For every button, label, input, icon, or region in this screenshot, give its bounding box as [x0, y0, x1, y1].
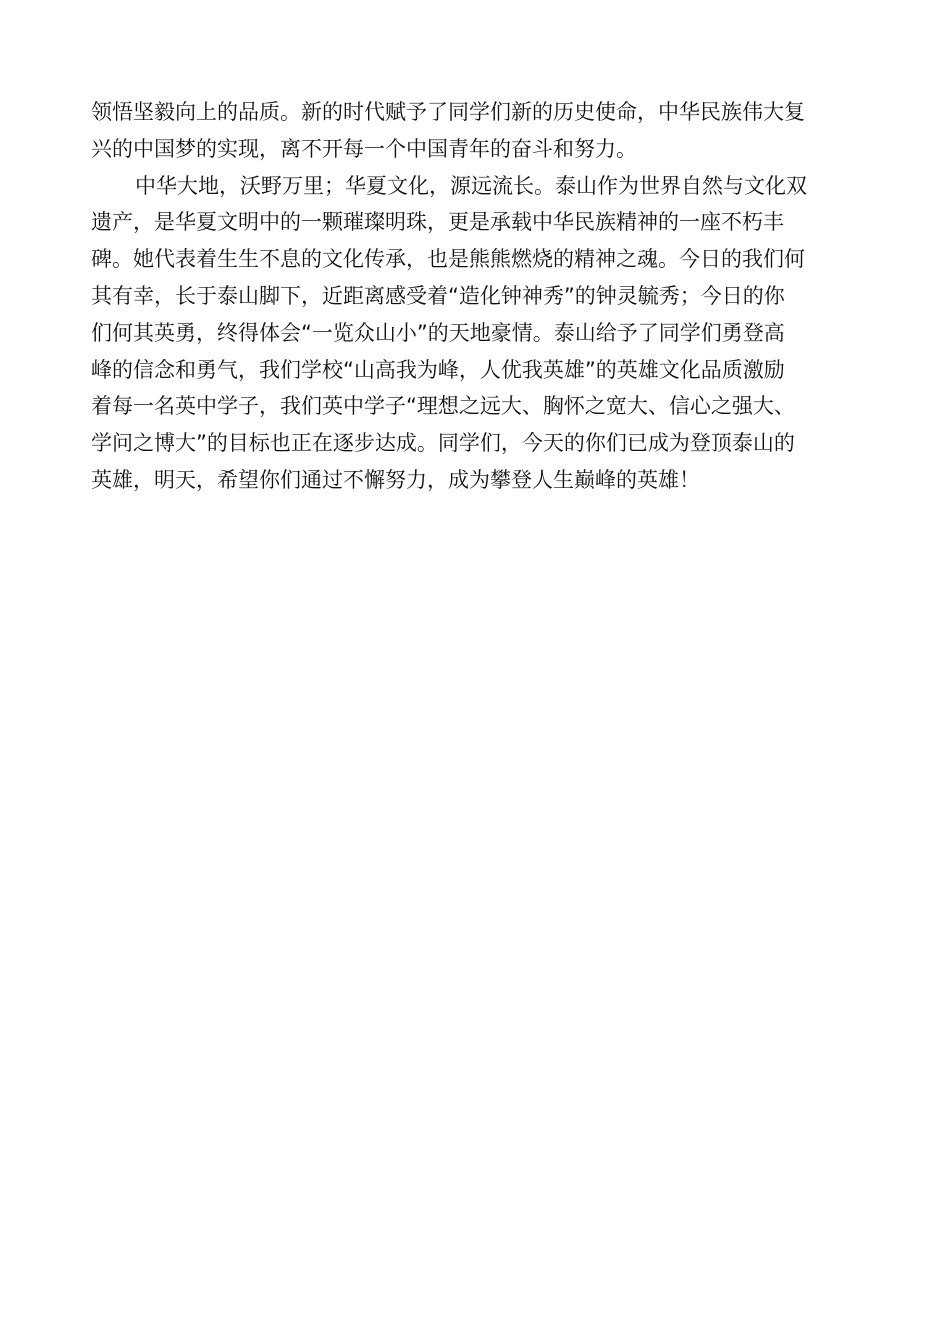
text-line: 兴的中国梦的实现，离不开每一个中国青年的奋斗和努力。 — [91, 136, 637, 161]
text-line: 着每一名英中学子，我们英中学子“理想之远大、胸怀之宽大、信心之强大、 — [91, 394, 795, 419]
text-line: 遗产，是华夏文明中的一颗璀璨明珠，更是承载中华民族精神的一座不朽丰 — [91, 210, 784, 235]
text-line: 峰的信念和勇气，我们学校“山高我为峰，人优我英雄”的英雄文化品质激励 — [91, 357, 785, 382]
text-line: 们何其英勇，终得体会“一览众山小”的天地豪情。泰山给予了同学们勇登高 — [91, 320, 785, 345]
text-line: 英雄，明天，希望你们通过不懈努力，成为攀登人生巅峰的英雄！ — [91, 467, 700, 492]
text-line: 其有幸，长于泰山脚下，近距离感受着“造化钟神秀”的钟灵毓秀；今日的你 — [91, 283, 785, 308]
paragraph-start-line: 中华大地，沃野万里；华夏文化，源远流长。泰山作为世界自然与文化双 — [135, 173, 807, 198]
text-line: 领悟坚毅向上的品质。新的时代赋予了同学们新的历史使命，中华民族伟大复 — [91, 100, 805, 124]
text-line: 学问之博大”的目标也正在逐步达成。同学们，今天的你们已成为登顶泰山的 — [91, 431, 795, 456]
body-text — [91, 94, 861, 499]
text-line: 碑。她代表着生生不息的文化传承，也是熊熊燃烧的精神之魂。今日的我们何 — [91, 247, 805, 272]
